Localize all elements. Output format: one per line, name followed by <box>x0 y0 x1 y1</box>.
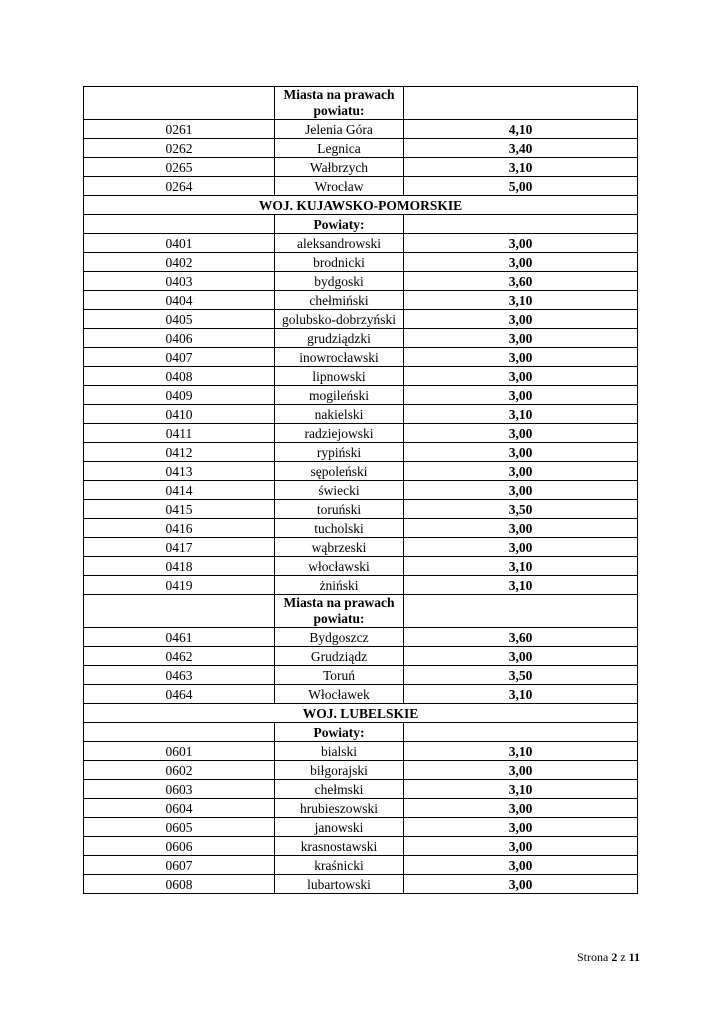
district-code-cell: 0602 <box>84 761 275 780</box>
rate-value-cell: 3,00 <box>404 837 638 856</box>
table-row <box>84 462 638 481</box>
subheader-row <box>84 87 638 120</box>
district-code-cell: 0411 <box>84 424 275 443</box>
district-name-cell: sępoleński <box>275 462 404 481</box>
district-code-cell: 0402 <box>84 253 275 272</box>
district-name-cell: radziejowski <box>275 424 404 443</box>
table-row <box>84 742 638 761</box>
district-code-cell: 0419 <box>84 576 275 595</box>
table-row <box>84 386 638 405</box>
district-name-cell: inowrocławski <box>275 348 404 367</box>
rate-value-cell: 3,00 <box>404 234 638 253</box>
table-row <box>84 519 638 538</box>
rate-value-cell: 3,00 <box>404 875 638 894</box>
table-row <box>84 538 638 557</box>
district-name-cell: chełmiński <box>275 291 404 310</box>
table-row <box>84 310 638 329</box>
empty-cell <box>84 595 275 628</box>
district-code-cell: 0463 <box>84 666 275 685</box>
rate-value-cell: 3,00 <box>404 348 638 367</box>
district-rates-table <box>83 86 638 894</box>
district-name-cell: Bydgoszcz <box>275 628 404 647</box>
table-row <box>84 253 638 272</box>
rate-value-cell: 3,00 <box>404 481 638 500</box>
table-row <box>84 856 638 875</box>
footer-prefix: Strona <box>576 950 609 964</box>
rate-value-cell: 3,60 <box>404 628 638 647</box>
table-row <box>84 367 638 386</box>
district-name-cell: mogileński <box>275 386 404 405</box>
region-title: WOJ. LUBELSKIE <box>84 704 638 723</box>
district-name-cell: krasnostawski <box>275 837 404 856</box>
district-code-cell: 0604 <box>84 799 275 818</box>
subheader-label: Miasta na prawach powiatu: <box>275 87 404 120</box>
district-code-cell: 0407 <box>84 348 275 367</box>
district-name-cell: bialski <box>275 742 404 761</box>
footer-page-number: 2 <box>611 950 618 964</box>
district-name-cell: Jelenia Góra <box>275 120 404 139</box>
district-code-cell: 0605 <box>84 818 275 837</box>
district-code-cell: 0415 <box>84 500 275 519</box>
rate-value-cell: 3,10 <box>404 685 638 704</box>
rate-value-cell: 3,00 <box>404 443 638 462</box>
table-row <box>84 139 638 158</box>
table-row <box>84 557 638 576</box>
table-row <box>84 500 638 519</box>
subheader-label: Powiaty: <box>275 723 404 742</box>
rate-value-cell: 3,10 <box>404 576 638 595</box>
district-code-cell: 0606 <box>84 837 275 856</box>
district-code-cell: 0410 <box>84 405 275 424</box>
district-name-cell: aleksandrowski <box>275 234 404 253</box>
rate-value-cell: 3,40 <box>404 139 638 158</box>
district-name-cell: Grudziądz <box>275 647 404 666</box>
rate-value-cell: 4,10 <box>404 120 638 139</box>
district-name-cell: golubsko-dobrzyński <box>275 310 404 329</box>
table-row <box>84 158 638 177</box>
district-code-cell: 0464 <box>84 685 275 704</box>
district-name-cell: biłgorajski <box>275 761 404 780</box>
district-code-cell: 0414 <box>84 481 275 500</box>
table-row <box>84 443 638 462</box>
district-name-cell: żniński <box>275 576 404 595</box>
rate-value-cell: 3,10 <box>404 158 638 177</box>
table-row <box>84 628 638 647</box>
rate-value-cell: 3,00 <box>404 424 638 443</box>
empty-cell <box>404 87 638 120</box>
district-code-cell: 0261 <box>84 120 275 139</box>
district-name-cell: świecki <box>275 481 404 500</box>
region-title: WOJ. KUJAWSKO-POMORSKIE <box>84 196 638 215</box>
rate-value-cell: 3,10 <box>404 557 638 576</box>
district-code-cell: 0404 <box>84 291 275 310</box>
district-code-cell: 0401 <box>84 234 275 253</box>
rate-value-cell: 3,00 <box>404 519 638 538</box>
district-name-cell: rypiński <box>275 443 404 462</box>
district-code-cell: 0264 <box>84 177 275 196</box>
rate-value-cell: 3,10 <box>404 742 638 761</box>
rate-value-cell: 3,00 <box>404 253 638 272</box>
rate-value-cell: 3,00 <box>404 799 638 818</box>
district-code-cell: 0262 <box>84 139 275 158</box>
empty-cell <box>84 723 275 742</box>
district-code-cell: 0409 <box>84 386 275 405</box>
empty-cell <box>404 595 638 628</box>
table-row <box>84 875 638 894</box>
rate-value-cell: 3,00 <box>404 538 638 557</box>
table-row <box>84 780 638 799</box>
rate-value-cell: 3,00 <box>404 856 638 875</box>
district-name-cell: bydgoski <box>275 272 404 291</box>
district-code-cell: 0418 <box>84 557 275 576</box>
district-code-cell: 0461 <box>84 628 275 647</box>
page-footer <box>577 950 640 965</box>
district-name-cell: Wrocław <box>275 177 404 196</box>
table-row <box>84 120 638 139</box>
subheader-label: Miasta na prawach powiatu: <box>275 595 404 628</box>
rate-value-cell: 3,10 <box>404 405 638 424</box>
district-code-cell: 0607 <box>84 856 275 875</box>
table-row <box>84 177 638 196</box>
table-body <box>84 87 638 894</box>
district-name-cell: Włocławek <box>275 685 404 704</box>
table-row <box>84 761 638 780</box>
table-row <box>84 666 638 685</box>
table-row <box>84 647 638 666</box>
subheader-row <box>84 723 638 742</box>
district-name-cell: Wałbrzych <box>275 158 404 177</box>
table-row <box>84 234 638 253</box>
rate-value-cell: 3,00 <box>404 761 638 780</box>
empty-cell <box>84 215 275 234</box>
district-code-cell: 0417 <box>84 538 275 557</box>
table-row <box>84 405 638 424</box>
table-row <box>84 481 638 500</box>
rate-value-cell: 3,50 <box>404 500 638 519</box>
district-name-cell: Toruń <box>275 666 404 685</box>
rate-value-cell: 3,10 <box>404 291 638 310</box>
district-code-cell: 0405 <box>84 310 275 329</box>
rate-value-cell: 3,00 <box>404 329 638 348</box>
table-row <box>84 272 638 291</box>
district-name-cell: hrubieszowski <box>275 799 404 818</box>
district-name-cell: grudziądzki <box>275 329 404 348</box>
table-row <box>84 424 638 443</box>
subheader-row <box>84 595 638 628</box>
district-name-cell: brodnicki <box>275 253 404 272</box>
region-header-row <box>84 704 638 723</box>
district-name-cell: wąbrzeski <box>275 538 404 557</box>
district-name-cell: nakielski <box>275 405 404 424</box>
district-name-cell: kraśnicki <box>275 856 404 875</box>
table-row <box>84 348 638 367</box>
district-code-cell: 0608 <box>84 875 275 894</box>
district-code-cell: 0406 <box>84 329 275 348</box>
table-row <box>84 685 638 704</box>
rate-value-cell: 3,00 <box>404 310 638 329</box>
rate-value-cell: 3,50 <box>404 666 638 685</box>
rate-value-cell: 3,00 <box>404 462 638 481</box>
empty-cell <box>84 87 275 120</box>
district-code-cell: 0462 <box>84 647 275 666</box>
rate-value-cell: 5,00 <box>404 177 638 196</box>
district-code-cell: 0403 <box>84 272 275 291</box>
region-header-row <box>84 196 638 215</box>
subheader-row <box>84 215 638 234</box>
footer-page-total: 11 <box>628 950 640 964</box>
table-row <box>84 799 638 818</box>
rate-value-cell: 3,60 <box>404 272 638 291</box>
district-name-cell: Legnica <box>275 139 404 158</box>
district-code-cell: 0601 <box>84 742 275 761</box>
empty-cell <box>404 723 638 742</box>
district-code-cell: 0413 <box>84 462 275 481</box>
rate-value-cell: 3,00 <box>404 647 638 666</box>
district-name-cell: chełmski <box>275 780 404 799</box>
district-name-cell: lipnowski <box>275 367 404 386</box>
empty-cell <box>404 215 638 234</box>
table-row <box>84 329 638 348</box>
table-row <box>84 837 638 856</box>
district-name-cell: tucholski <box>275 519 404 538</box>
rate-value-cell: 3,00 <box>404 367 638 386</box>
district-name-cell: włocławski <box>275 557 404 576</box>
district-name-cell: janowski <box>275 818 404 837</box>
table-row <box>84 818 638 837</box>
subheader-label: Powiaty: <box>275 215 404 234</box>
district-code-cell: 0412 <box>84 443 275 462</box>
district-name-cell: toruński <box>275 500 404 519</box>
table-row <box>84 576 638 595</box>
rate-value-cell: 3,10 <box>404 780 638 799</box>
district-name-cell: lubartowski <box>275 875 404 894</box>
rate-value-cell: 3,00 <box>404 386 638 405</box>
district-code-cell: 0603 <box>84 780 275 799</box>
district-code-cell: 0408 <box>84 367 275 386</box>
rate-value-cell: 3,00 <box>404 818 638 837</box>
footer-separator: z <box>620 950 626 964</box>
district-code-cell: 0416 <box>84 519 275 538</box>
district-code-cell: 0265 <box>84 158 275 177</box>
table-row <box>84 291 638 310</box>
